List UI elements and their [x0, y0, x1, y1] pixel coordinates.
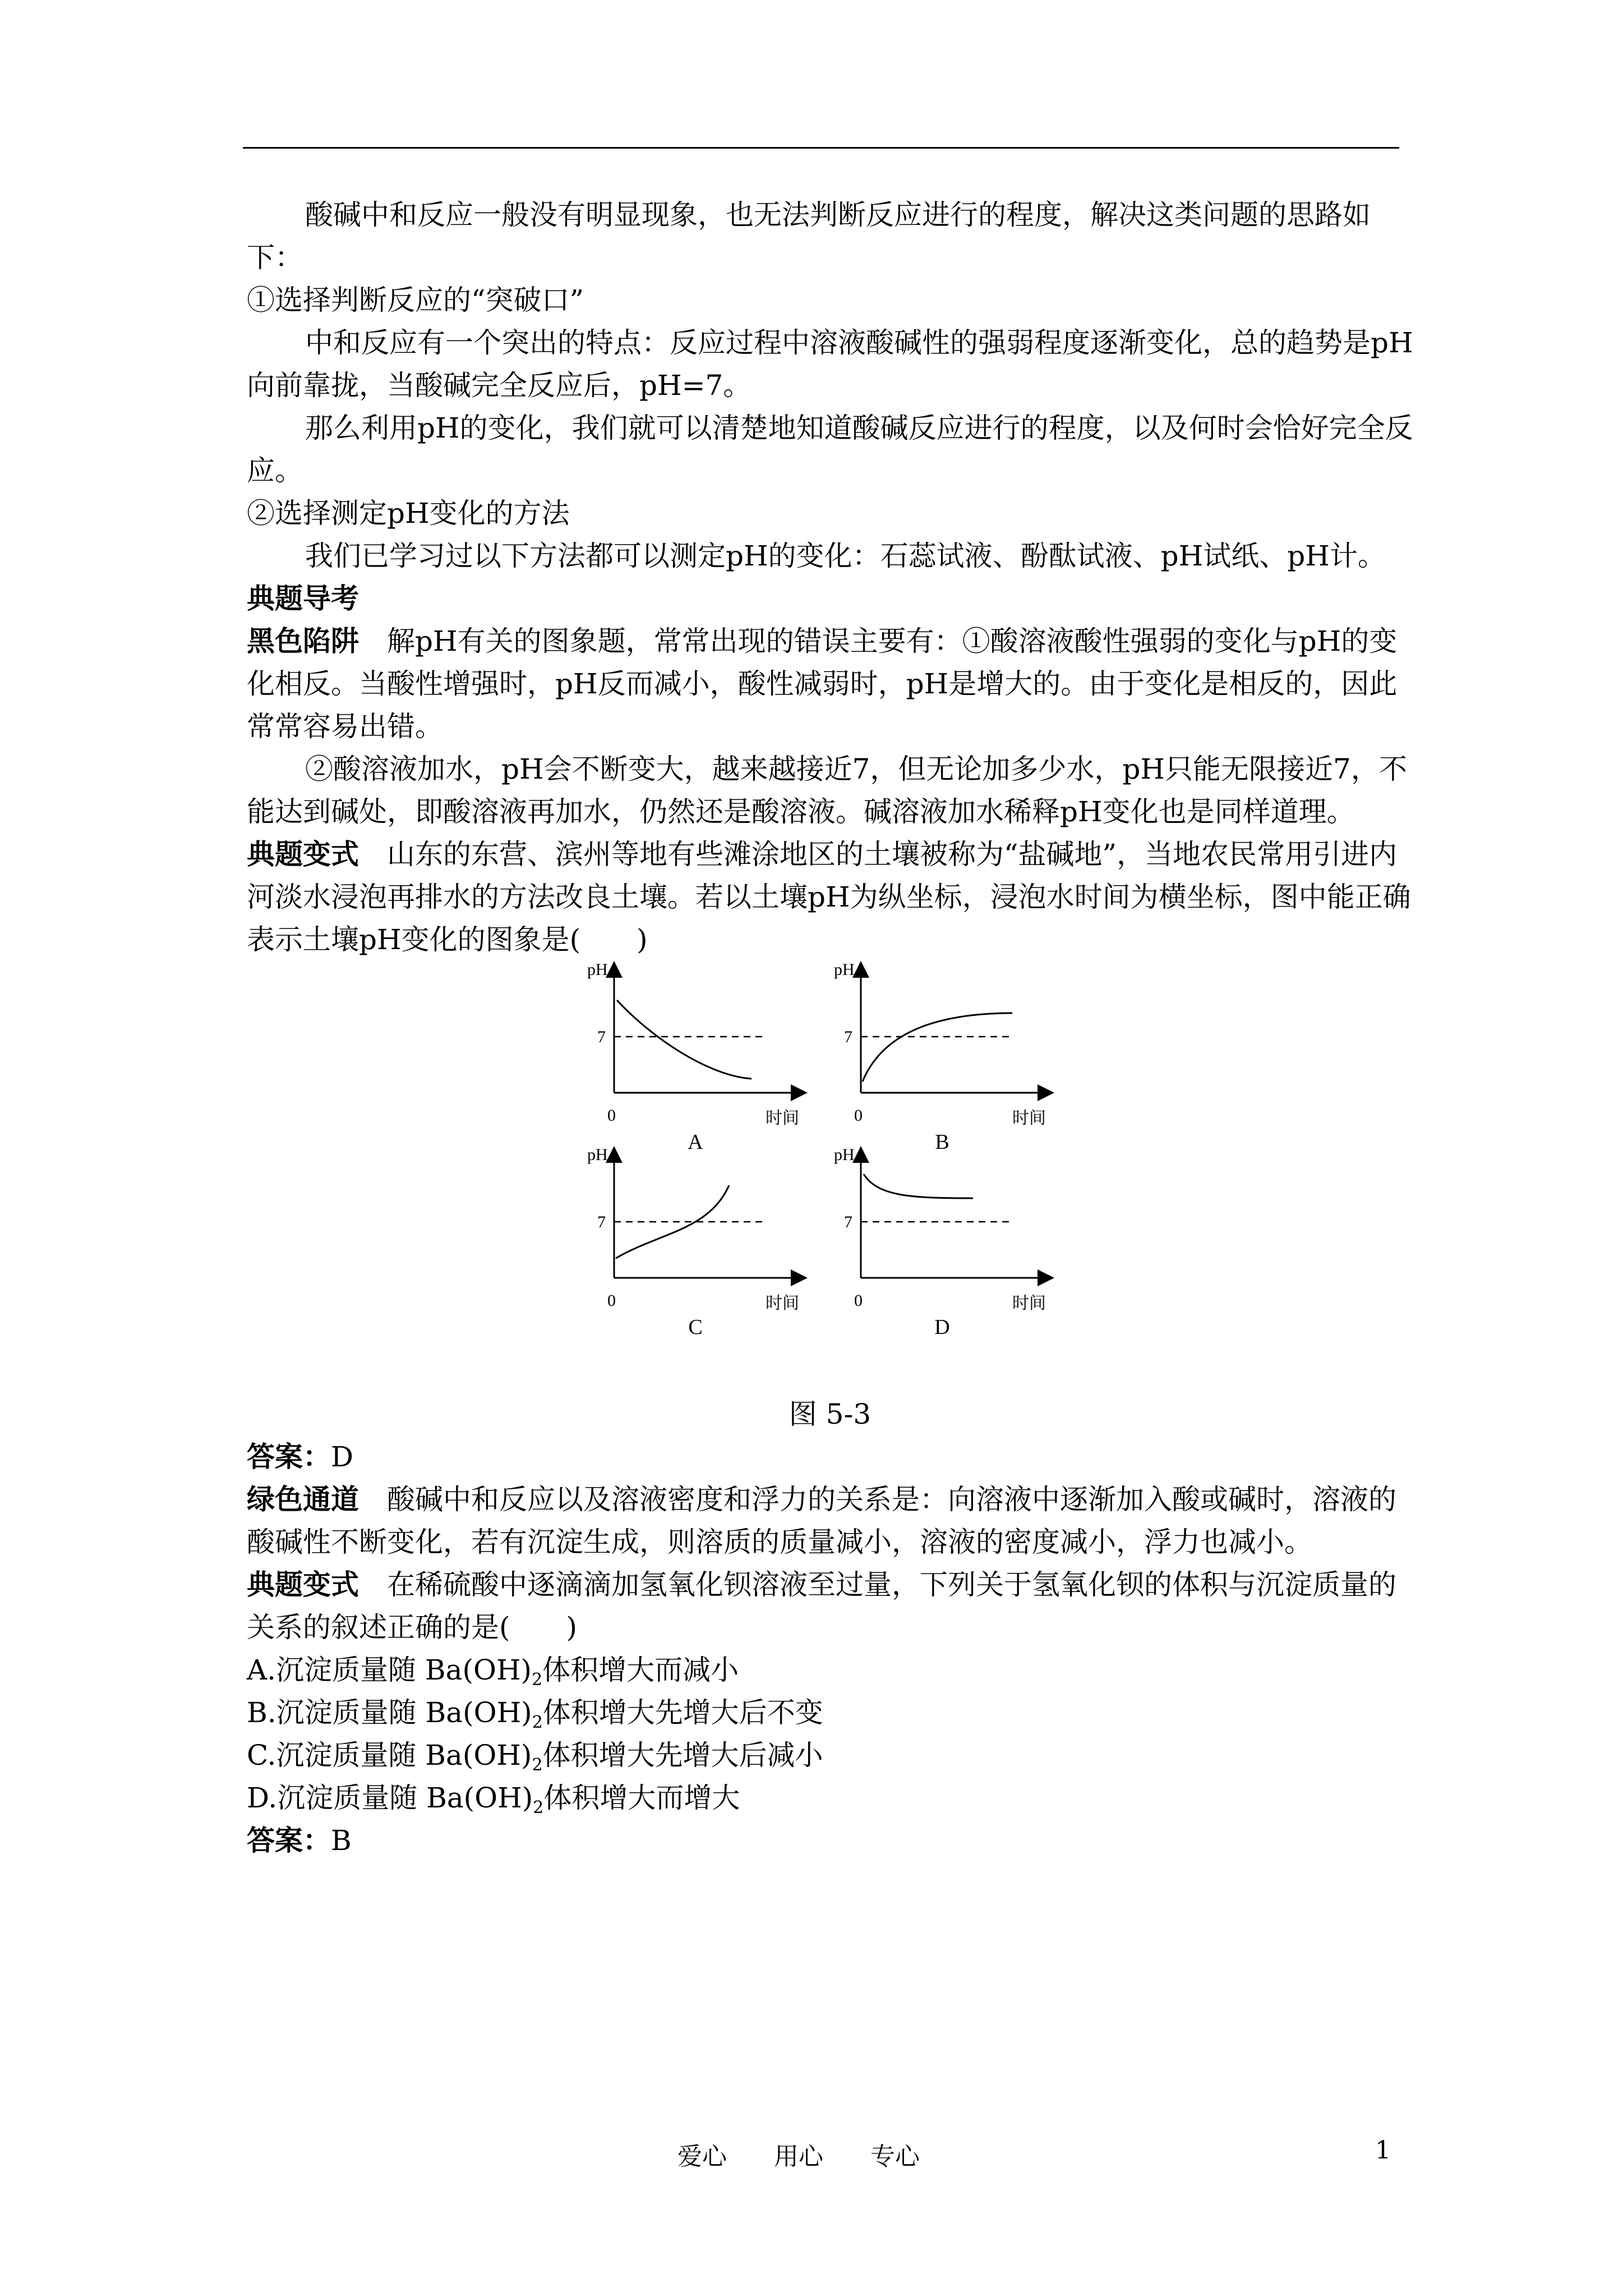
option-b: B.沉淀质量随 $Ba(OH)_2$体积增大先增大后不变 — [247, 1696, 823, 1732]
figure-ph-graphs — [247, 961, 1413, 1393]
trap-label: 黑色陷阱 — [247, 624, 359, 657]
graph-panel-a — [587, 961, 799, 1154]
footer-motto: 爱心 用心 专心 — [677, 2142, 920, 2171]
panel-label: C — [688, 1315, 703, 1339]
graph-panel-b — [834, 961, 1046, 1154]
option-c: C.沉淀质量随 $Ba(OH)_2$体积增大先增大后减小 — [247, 1739, 823, 1775]
header-rule — [243, 147, 1399, 149]
paragraph: 那么利用pH的变化，我们就可以清楚地知道酸碱反应进行的程度，以及何时会恰好完全反应。 — [247, 412, 1413, 487]
ph-curve — [617, 1000, 751, 1079]
option-d: D.沉淀质量随 $Ba(OH)_2$体积增大而增大 — [247, 1782, 740, 1818]
origin-label: 0 — [607, 1106, 616, 1125]
y-axis-label: pH — [587, 1145, 608, 1164]
question-text: 山东的东营、滨州等地有些滩涂地区的土壤被称为“盐碱地”，当地农民常用引进内河淡水浸泡再排水的方法改良土壤。若以土壤pH为纵坐标，浸泡水时间为横坐标，图中能正确表示土壤pH变化的图象是( ) — [247, 838, 1411, 956]
origin-label: 0 — [607, 1291, 616, 1310]
ph-curve — [863, 1013, 1012, 1082]
page-number: 1 — [1375, 2136, 1391, 2165]
paragraph: ①选择判断反应的“突破口” — [247, 284, 584, 316]
x-axis-label: 时间 — [1012, 1109, 1046, 1128]
y-axis-label: pH — [834, 961, 855, 979]
x-axis-label: 时间 — [766, 1109, 799, 1128]
x-axis-label: 时间 — [766, 1294, 799, 1313]
question-label: 典题变式 — [247, 838, 359, 871]
paragraph: 中和反应有一个突出的特点：反应过程中溶液酸碱性的强弱程度逐渐变化，总的趋势是pH向前靠拢，当酸碱完全反应后，pH=7。 — [247, 326, 1413, 402]
green-paragraph: 绿色通道 酸碱中和反应以及溶液密度和浮力的关系是：向溶液中逐渐加入酸或碱时，溶液的酸碱性不断变化，若有沉淀生成，则溶质的质量减小，溶液的密度减小，浮力也减小。 — [247, 1483, 1396, 1558]
x-axis-label: 时间 — [1012, 1294, 1046, 1313]
graph-panel-c — [587, 1145, 799, 1339]
tick-label-7: 7 — [844, 1028, 852, 1046]
paragraph: ②选择测定pH变化的方法 — [247, 497, 570, 530]
answer-1: 答案：D — [247, 1440, 354, 1473]
paragraph: 我们已学习过以下方法都可以测定pH的变化：石蕊试液、酚酞试液、pH试纸、pH计。 — [305, 540, 1386, 572]
graph-panel-d — [834, 1145, 1046, 1339]
origin-label: 0 — [854, 1291, 863, 1310]
origin-label: 0 — [854, 1106, 863, 1125]
paragraph: ②酸溶液加水，pH会不断变大，越来越接近7，但无论加多少水，pH只能无限接近7，不能达到碱处，即酸溶液再加水，仍然还是酸溶液。碱溶液加水稀释pH变化也是同样道理。 — [247, 753, 1407, 828]
trap-text: 解pH有关的图象题，常常出现的错误主要有：①酸溶液酸性强弱的变化与pH的变化相反。当酸性增强时，pH反而减小，酸性减弱时，pH是增大的。由于变化是相反的，因此常常容易出错。 — [247, 625, 1398, 743]
panel-label: B — [935, 1130, 949, 1154]
tick-label-7: 7 — [597, 1213, 606, 1231]
tick-label-7: 7 — [844, 1213, 852, 1231]
question-label: 典题变式 — [247, 1568, 359, 1601]
section-heading: 典题导考 — [247, 582, 359, 615]
y-axis-label: pH — [834, 1145, 855, 1164]
option-a: A.沉淀质量随 $Ba(OH)_2$体积增大而减小 — [247, 1654, 739, 1690]
question-1 — [247, 833, 1413, 961]
ph-curve — [864, 1174, 973, 1198]
y-axis-label: pH — [587, 961, 608, 979]
question-2: 典题变式 在稀硫酸中逐滴滴加氢氧化钡溶液至过量，下列关于氢氧化钡的体积与沉淀质量的关系的叙述正确的是( ) — [247, 1568, 1396, 1644]
panel-label: D — [934, 1315, 950, 1339]
tick-label-7: 7 — [597, 1028, 606, 1046]
figure-caption: 图 5-3 — [789, 1398, 872, 1430]
paragraph: 酸碱中和反应一般没有明显现象，也无法判断反应进行的程度，解决这类问题的思路如下： — [247, 199, 1371, 274]
green-label: 绿色通道 — [247, 1483, 359, 1516]
trap-paragraph — [247, 620, 1413, 748]
answer-2: 答案：B — [247, 1824, 352, 1857]
page-body — [247, 194, 1413, 1862]
panel-label: A — [688, 1130, 703, 1154]
